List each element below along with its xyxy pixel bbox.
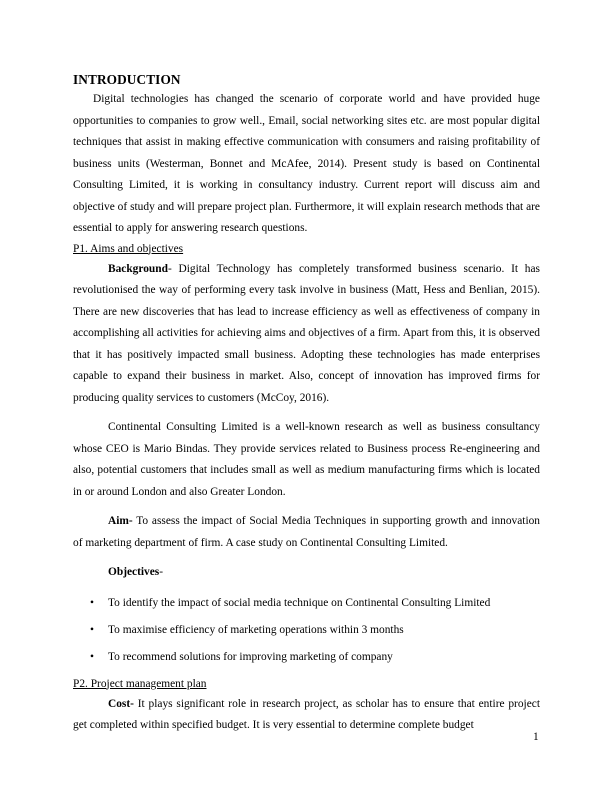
introduction-heading: INTRODUCTION <box>73 72 181 87</box>
aim-paragraph <box>73 511 540 554</box>
background-text: - Digital Technology has completely transformed business scenario. It has revolutionised the way of performing every task involve in business (Matt, Hess and Benlian, 2015). There are new discoveries that has lead to increase efficiency as well as effectiveness of company in accomplishing all activities for achieving aims and objectives of a firm. Apart from this, it is observed that it has positively impacted small business. Adopting these technologies has made enterprises capable to expand their business in market. Also, concept of innovation has improved firms for producing quality services to customers (McCoy, 2016). <box>73 262 540 404</box>
objective-text: To identify the impact of social media technique on Continental Consulting Limited <box>108 596 491 609</box>
objective-text: To recommend solutions for improving marketing of company <box>108 650 393 663</box>
objective-text: To maximise efficiency of marketing operations within 3 months <box>108 623 404 636</box>
objectives-heading <box>73 562 540 584</box>
objective-item <box>73 644 540 671</box>
objectives-dash: - <box>159 566 164 578</box>
objectives-label: Objectives <box>108 566 160 578</box>
objectives-list <box>73 590 540 671</box>
company-paragraph: Continental Consulting Limited is a well-known research as well as business consultancy whose CEO is Mario Bindas. They provide services related to Business process Re-engineering and also, potential customers that includes small as well as medium manufacturing firms which is located in or around London and also Greater London. <box>73 421 540 498</box>
intro-paragraph: Digital technologies has changed the scenario of corporate world and have provided huge opportunities to companies to grow well., Email, social networking sites etc. are most popular digital techniques that assist in making effective communication with consumers and raising profitability of business units (Westerman, Bonnet and McAfee, 2014). Present study is based on Continental Consulting Limited, it is working in consultancy industry. Current report will discuss aim and objective of study and will prepare project plan. Furthermore, it will explain research methods that are essential to apply for answering research questions. <box>73 93 540 234</box>
page-content <box>73 71 540 737</box>
objective-item <box>73 617 540 644</box>
page-number: 1 <box>533 731 539 743</box>
aim-text: To assess the impact of Social Media Techniques in supporting growth and innovation of marketing department of firm. A case study on Continental Consulting Limited. <box>73 515 540 549</box>
aim-label: Aim- <box>108 515 133 527</box>
bullet-icon: • <box>90 650 94 663</box>
section-aims-title: P1. Aims and objectives <box>73 242 184 255</box>
background-label: Background <box>108 262 168 275</box>
bullet-icon: • <box>90 596 94 609</box>
bullet-icon: • <box>90 623 94 636</box>
cost-text: It plays significant role in research project, as scholar has to ensure that entire project get completed within specified budget. It is very essential to determine complete budget <box>73 697 540 731</box>
section-project-plan-title: P2. Project management plan <box>73 677 207 690</box>
cost-label: Cost- <box>108 697 134 710</box>
objective-item <box>73 590 540 617</box>
cost-paragraph <box>73 694 540 737</box>
background-paragraph <box>73 259 540 410</box>
